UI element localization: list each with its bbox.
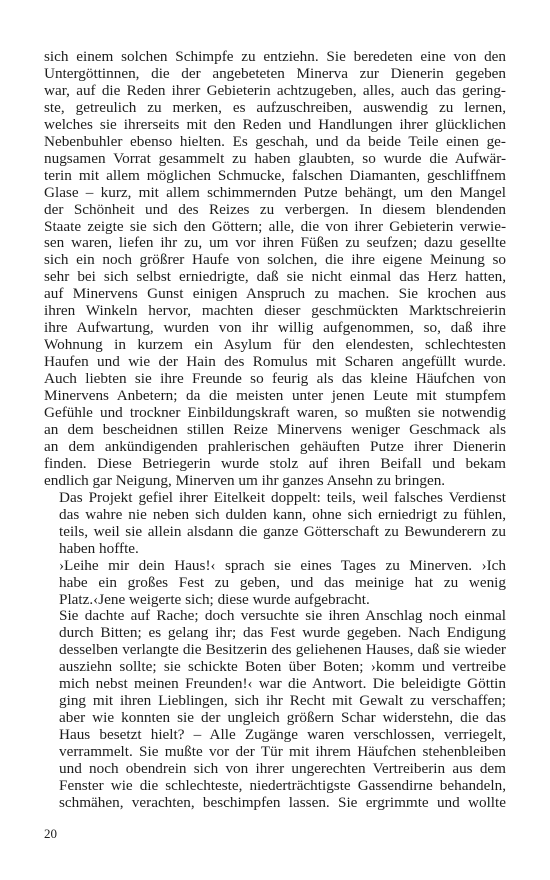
text-line: und noch obendrein sich von ihrer ungerechten Vertreiberin aus dem bbox=[59, 760, 506, 778]
text-line: Haufen und wie der Hain des Romulus mit Scharen angefüllt wurde. bbox=[44, 353, 506, 371]
text-line: ›Leihe mir dein Haus!‹ sprach sie eines Tages zu Minerven. ›Ich bbox=[59, 556, 506, 574]
text-line: an dem ankündigenden prahlerischen gehäuften Putze ihrer Dienerin bbox=[44, 437, 506, 455]
paragraph bbox=[44, 490, 506, 558]
text-line: sich ein noch größrer Haufe von solchen, die ihre eigene Meinung so bbox=[44, 251, 506, 269]
text-line: Haus besetzt hielt? – Alle Zugänge waren verschlossen, verriegelt, bbox=[59, 726, 506, 744]
text-line: durch Bitten; es gelang ihr; das Fest wurde gegeben. Nach Endigung bbox=[59, 624, 506, 642]
text-line: war, auf die Reden ihrer Gebieterin achtzugeben, alles, auch das gering- bbox=[44, 81, 506, 99]
text-line: ausziehn sollte; sie schickte Boten über Boten; ›komm und vertreibe bbox=[59, 658, 506, 676]
text-line: finden. Diese Betriegerin wurde stolz auf ihren Beifall und bekam bbox=[44, 454, 506, 472]
text-line: aber wie konnten sie der ungleich größern Schar widerstehn, die das bbox=[59, 709, 506, 727]
text-line: sehr bei sich selbst erniedrigte, daß sie nicht einmal das Herz hatten, bbox=[44, 268, 506, 286]
text-line: ging mit ihren Lieblingen, sich ihr Recht mit Gewalt zu verschaffen; bbox=[59, 692, 506, 710]
text-line: Minervens Anbetern; da die meisten unter jenen Leute mit stumpfem bbox=[44, 387, 506, 405]
text-line: nugsamen Vorrat gesammelt zu haben glaubten, so wurde die Aufwär- bbox=[44, 149, 506, 167]
text-line: haben hoffte. bbox=[59, 539, 139, 557]
text-line: endlich gar Neigung, Minerven um ihr ganzes Ansehn zu bringen. bbox=[44, 471, 446, 489]
text-line: Gefühle und trockner Einbildungskraft waren, so mußten sie notwendig bbox=[44, 404, 506, 422]
text-line: auf Minervens Gunst einigen Anspruch zu machen. Sie krochen aus bbox=[44, 285, 506, 303]
text-line: ihre Aufwartung, wurden von ihr willig aufgenommen, so, daß ihre bbox=[44, 319, 506, 337]
paragraph bbox=[44, 49, 506, 490]
text-line: der Schönheit und des Reizes zu verbergen. In diesem blendenden bbox=[44, 200, 506, 218]
text-line: ste, getreulich zu merken, es aufzuschreiben, auswendig zu lernen, bbox=[44, 98, 506, 116]
text-line: Staate zeigte sie sich den Göttern; alle, die von ihrer Gebieterin verwie- bbox=[44, 217, 506, 235]
text-line: terin mit allem möglichen Schmucke, falschen Diamanten, geschliffnem bbox=[44, 166, 506, 184]
text-line: welches sie ihrerseits mit den Reden und Handlungen ihrer glücklichen bbox=[44, 115, 506, 133]
page-number: 20 bbox=[44, 826, 57, 841]
text-line: Fenster wie die schlechteste, niederträchtigste Gassendirne behandeln, bbox=[59, 776, 506, 794]
text-line: Untergöttinnen, die der angebeteten Minerva zur Dienerin gegeben bbox=[44, 64, 506, 82]
text-line: schmähen, verachten, beschimpfen lassen. Sie ergrimmte und wollte bbox=[59, 793, 506, 811]
text-line: desselben verlangte die Besitzerin des geliehenen Hauses, daß sie wieder bbox=[59, 641, 506, 659]
text-line: Wohnung in kurzem ein Asylum für den elendesten, schlechtesten bbox=[44, 336, 506, 354]
text-line: Das Projekt gefiel ihrer Eitelkeit doppelt: teils, weil falsches Verdienst bbox=[59, 488, 506, 506]
page-text bbox=[44, 49, 506, 812]
text-line: habe ein großes Fest zu geben, und das meinige hat zu wenig bbox=[59, 573, 506, 591]
text-line: ihren Winkeln hervor, machten dieser geschmückten Marktschreierin bbox=[44, 302, 506, 320]
text-line: Auch liebten sie ihre Freunde so feurig als das kleine Häufchen von bbox=[44, 370, 506, 388]
text-line: verrammelt. Sie mußte vor der Tür mit ihrem Häufchen stehenbleiben bbox=[59, 743, 506, 761]
text-line: an dem bescheidnen stillen Reize Minervens weniger Geschmack als bbox=[44, 420, 506, 438]
text-line: sich einem solchen Schimpfe zu entziehn. Sie beredeten eine von den bbox=[44, 48, 506, 65]
text-line: teils, weil sie allein alsdann die ganze Götterschaft zu Bewunderern zu bbox=[59, 522, 506, 540]
text-line: Sie dachte auf Rache; doch versuchte sie ihren Anschlag noch einmal bbox=[59, 607, 506, 625]
text-line: Nebenbuhler ebenso hielten. Es geschah, und da beide Teile einen ge- bbox=[44, 132, 506, 150]
text-line: mich nebst meinen Freunden!‹ war die Antwort. Die beleidigte Göttin bbox=[59, 675, 506, 693]
text-line: Platz.‹Jene weigerte sich; diese wurde aufgebracht. bbox=[59, 590, 370, 608]
text-line: sen waren, liefen ihr zu, um vor ihren Füßen zu seufzen; dazu gesellte bbox=[44, 234, 506, 252]
paragraph bbox=[44, 558, 506, 609]
text-line: das wahre nie neben sich dulden kann, ohne sich erniedrigt zu fühlen, bbox=[59, 505, 506, 523]
paragraph bbox=[44, 608, 506, 811]
text-line: Glase – kurz, mit allem schimmernden Putze behängt, um den Mangel bbox=[44, 183, 506, 201]
